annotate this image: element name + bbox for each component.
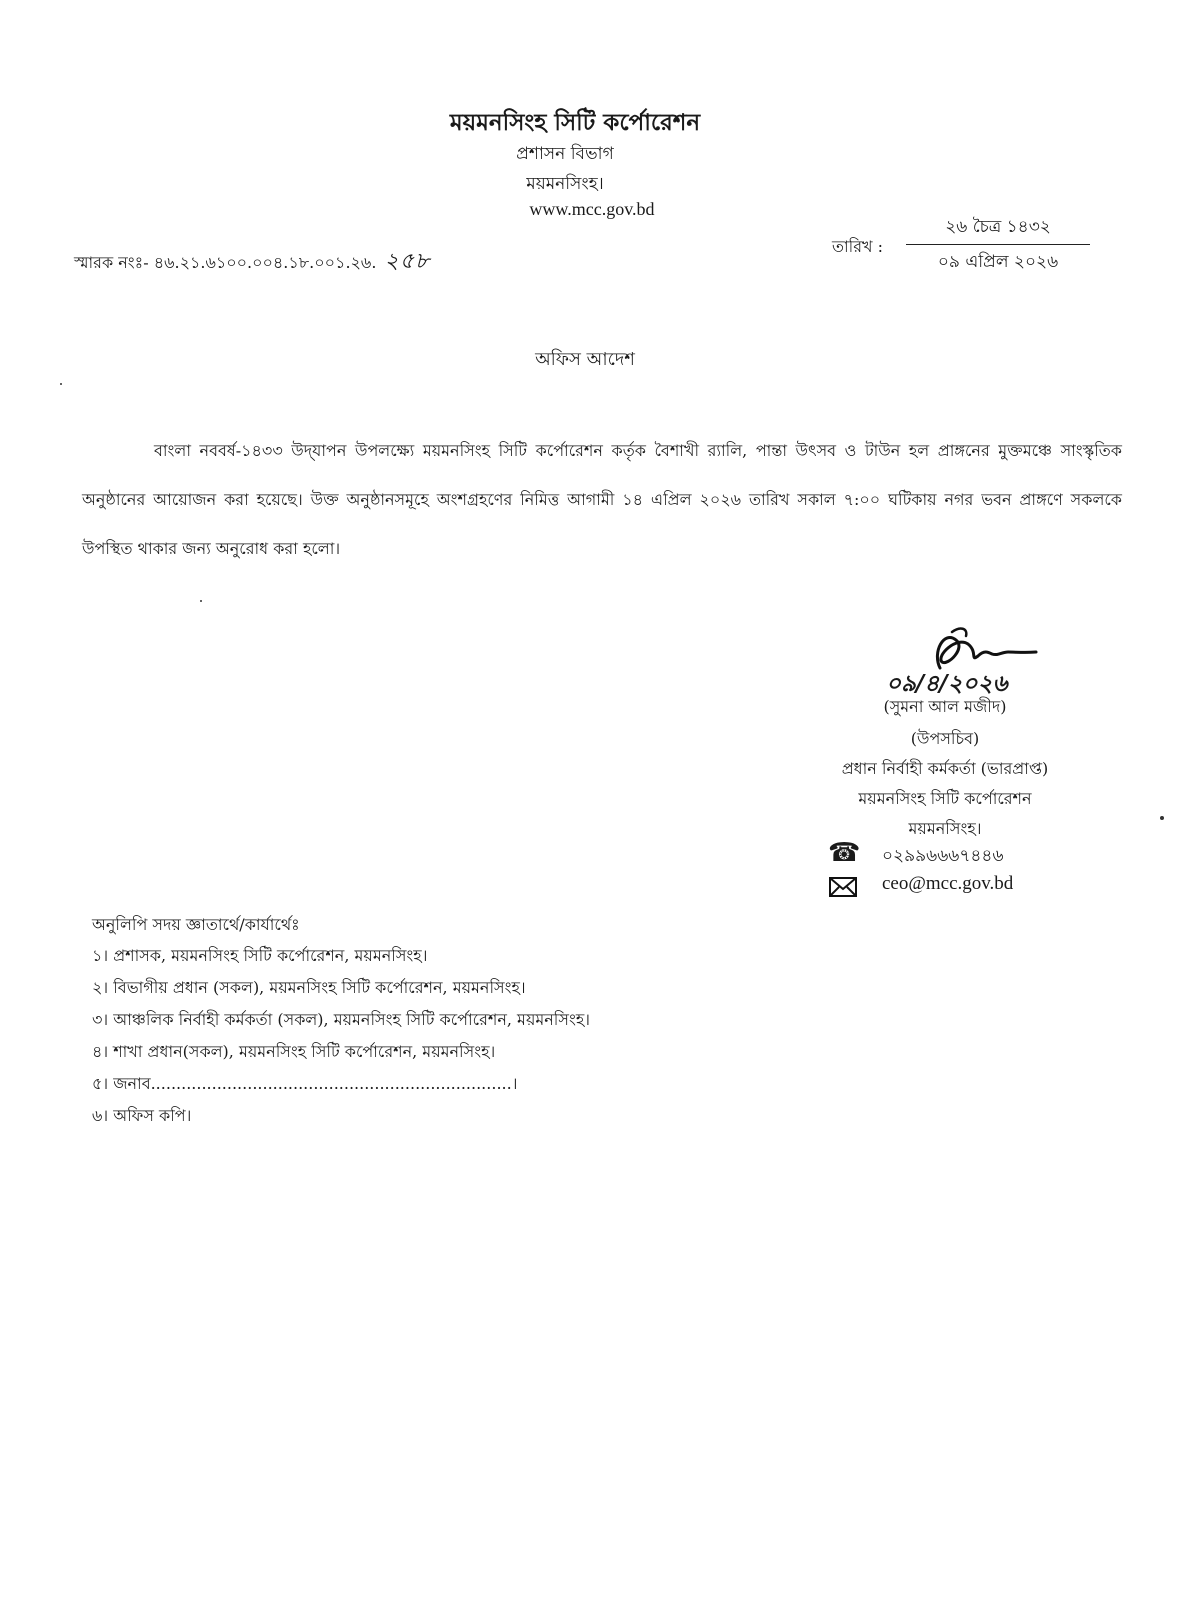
department-name: প্রশাসন বিভাগ <box>516 144 614 164</box>
signatory-city: ময়মনসিংহ। <box>908 819 982 838</box>
memo-handwritten-suffix: ২৫৮ <box>384 249 431 274</box>
memo-label: স্মারক নংঃ- <box>74 253 149 272</box>
mail-icon <box>828 874 860 900</box>
website-link[interactable]: www.mcc.gov.bd <box>529 199 655 219</box>
list-item: ৫। জনাব.......................................................................। <box>92 1074 518 1093</box>
organization-name: ময়মনসিংহ সিটি কর্পোরেশন <box>449 109 701 136</box>
signatory-name: (সুমনা আল মজীদ) <box>883 697 1007 716</box>
memo-number-value: ৪৬.২১.৬১০০.০০৪.১৮.০০১.২৬. <box>153 253 377 272</box>
phone-icon: ☎ <box>828 838 861 868</box>
signatory-organization: ময়মনসিংহ সিটি কর্পোরেশন <box>858 789 1032 808</box>
signature-date: ০৯/৪/২০২৬ <box>886 671 1008 697</box>
order-body: বাংলা নববর্ষ-১৪৩৩ উদ্‌যাপন উপলক্ষ্যে ময়মনসিংহ সিটি কর্পোরেশন কর্তৃক বৈশাখী র‍্যালি, পান্তা উৎসব ও টাউন হল প্রাঙ্গনের মুক্তমঞ্চে সাংস্কৃতিক অনুষ্ঠানের আয়োজন করা হয়েছে। উক্ত অনুষ্ঠানসমূহে অংশগ্রহণের নিমিত্ত আগামী ১৪ এপ্রিল ২০২৬ তারিখ সকাল ৭:০০ ঘটিকায় নগর ভবন প্রাঙ্গণে সকলকে উপস্থিত থাকার জন্য অনুরোধ করা হলো। <box>82 441 1122 558</box>
list-item: ৩। আঞ্চলিক নির্বাহী কর্মকর্তা (সকল), ময়মনসিংহ সিটি কর্পোরেশন, ময়মনসিংহ। <box>92 1010 590 1029</box>
scan-speck <box>200 600 202 602</box>
bangla-date: ২৬ চৈত্র ১৪৩২ <box>906 214 1090 245</box>
copy-to-list <box>92 940 590 1132</box>
list-item: ৪। শাখা প্রধান(সকল), ময়মনসিংহ সিটি কর্পোরেশন, ময়মনসিংহ। <box>92 1042 496 1061</box>
city-name: ময়মনসিংহ। <box>526 174 604 194</box>
signatory-title: প্রধান নির্বাহী কর্মকর্তা (ভারপ্রাপ্ত) <box>841 759 1049 778</box>
signatory-designation: (উপসচিব) <box>910 729 980 748</box>
english-date: ০৯ এপ্রিল ২০২৬ <box>937 252 1059 272</box>
date-label: তারিখ : <box>832 237 884 256</box>
list-item: ৬। অফিস কপি। <box>92 1106 192 1125</box>
memo-number <box>74 244 430 281</box>
email-address[interactable]: ceo@mcc.gov.bd <box>882 873 1014 894</box>
copy-to-heading: অনুলিপি সদয় জ্ঞাতার্থে/কার্যার্থেঃ <box>92 915 300 934</box>
list-item: ১। প্রশাসক, ময়মনসিংহ সিটি কর্পোরেশন, ময়মনসিংহ। <box>92 946 428 965</box>
phone-number: ০২৯৯৬৬৬৭৪৪৬ <box>882 846 1004 866</box>
page-title: অফিস আদেশ <box>535 349 635 370</box>
scan-speck <box>60 383 62 385</box>
scan-speck <box>1160 816 1164 820</box>
date-block <box>906 214 1090 277</box>
list-item: ২। বিভাগীয় প্রধান (সকল), ময়মনসিংহ সিটি কর্পোরেশন, ময়মনসিংহ। <box>92 978 526 997</box>
